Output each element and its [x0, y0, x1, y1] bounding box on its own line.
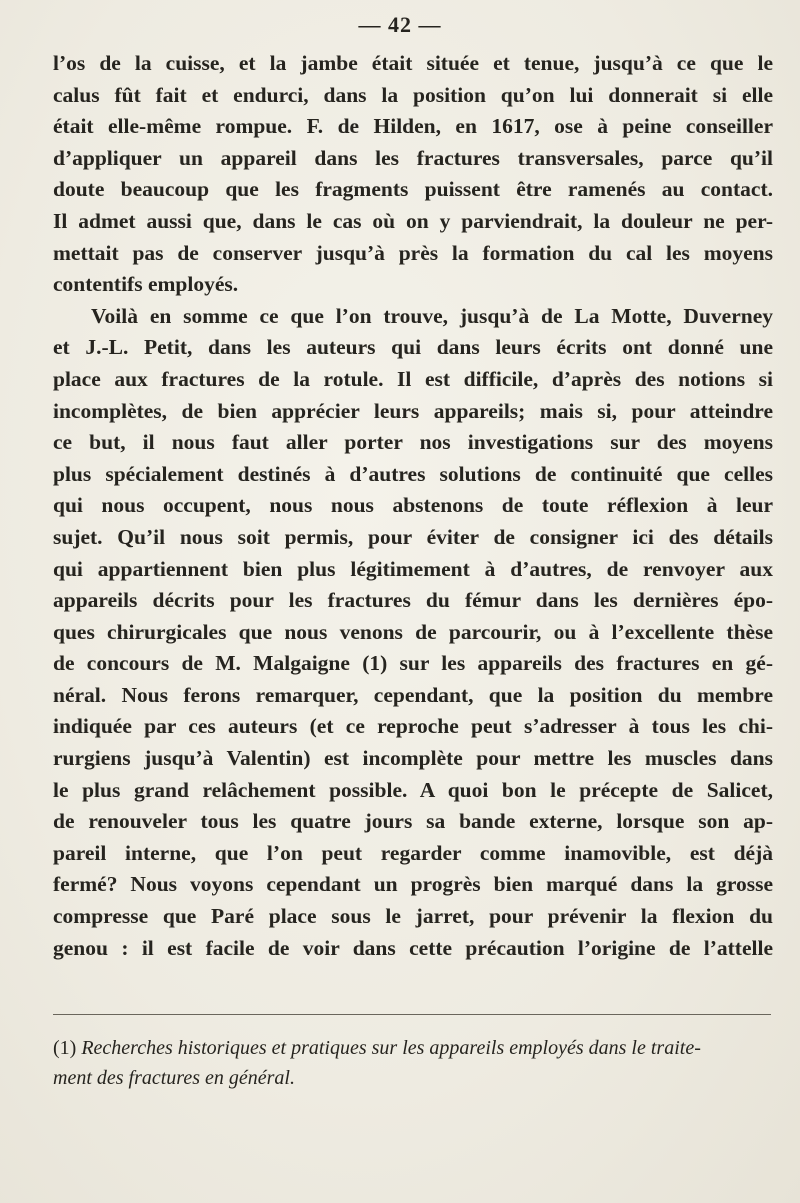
footnote-text: Recherches historiques et pratiques sur les appareils employés dans le traite-: [81, 1037, 701, 1059]
text-line: fermé? Nous voyons cependant un progrès bien marqué dans la grosse: [53, 872, 773, 897]
page-number: — 42 —: [358, 12, 442, 37]
text-line: sujet. Qu’il nous soit permis, pour éviter de consigner ici des détails: [53, 524, 773, 549]
text-line: indiquée par ces auteurs (et ce reproche peut s’adresser à tous les chi-: [53, 714, 773, 739]
text-line: doute beaucoup que les fragments puissent être ramenés au contact.: [53, 177, 773, 202]
text-line: Voilà en somme ce que l’on trouve, jusqu’à de La Motte, Duverney: [91, 303, 773, 328]
text-line: était elle-même rompue. F. de Hilden, en 1617, ose à peine conseiller: [53, 114, 773, 139]
text-line: plus spécialement destinés à d’autres solutions de continuité que celles: [53, 461, 773, 486]
text-line: et J.-L. Petit, dans les auteurs qui dans leurs écrits ont donné une: [53, 335, 773, 360]
text-line: ques chirurgicales que nous venons de parcourir, ou à l’excellente thèse: [53, 619, 773, 644]
text-line: qui appartiennent bien plus légitimement à d’autres, de renvoyer aux: [53, 556, 773, 581]
text-line: l’os de la cuisse, et la jambe était située et tenue, jusqu’à ce que le: [53, 51, 773, 75]
text-line: de renouveler tous les quatre jours sa bande externe, lorsque son ap-: [53, 809, 773, 834]
footnote-divider: [53, 1014, 771, 1015]
footnote-line: ment des fractures en général.: [53, 1067, 295, 1089]
body-text: [53, 48, 773, 964]
text-line: genou : il est facile de voir dans cette précaution l’origine de l’attelle: [53, 935, 773, 960]
text-line: mettait pas de conserver jusqu’à près la formation du cal les moyens: [53, 240, 773, 265]
footnote-line: [53, 1033, 773, 1063]
text-line: de concours de M. Malgaigne (1) sur les appareils des fractures en gé-: [53, 651, 773, 676]
text-line: appareils décrits pour les fractures du fémur dans les dernières épo-: [53, 588, 773, 613]
text-line: Il admet aussi que, dans le cas où on y parviendrait, la douleur ne per-: [53, 208, 773, 233]
text-line: calus fût fait et endurci, dans la position qu’on lui donnerait si elle: [53, 82, 773, 107]
text-line: qui nous occupent, nous nous abstenons de toute réflexion à leur: [53, 493, 773, 518]
text-line: ce but, il nous faut aller porter nos investigations sur des moyens: [53, 430, 773, 455]
text-line: d’appliquer un appareil dans les fractures transversales, parce qu’il: [53, 145, 773, 170]
text-line: compresse que Paré place sous le jarret, pour prévenir la flexion du: [53, 904, 773, 929]
footnote: [53, 1033, 773, 1093]
text-line: rurgiens jusqu’à Valentin) est incomplète pour mettre les muscles dans: [53, 746, 773, 771]
text-line: place aux fractures de la rotule. Il est difficile, d’après des notions si: [53, 366, 773, 391]
text-line: pareil interne, que l’on peut regarder comme inamovible, est déjà: [53, 840, 773, 865]
text-line: incomplètes, de bien apprécier leurs appareils; mais si, pour atteindre: [53, 398, 773, 423]
text-line: néral. Nous ferons remarquer, cependant, que la position du membre: [53, 682, 773, 707]
text-line: contentifs employés.: [53, 272, 239, 297]
text-line: le plus grand relâchement possible. A quoi bon le précepte de Salicet,: [53, 777, 773, 802]
footnote-marker: (1): [53, 1037, 77, 1059]
